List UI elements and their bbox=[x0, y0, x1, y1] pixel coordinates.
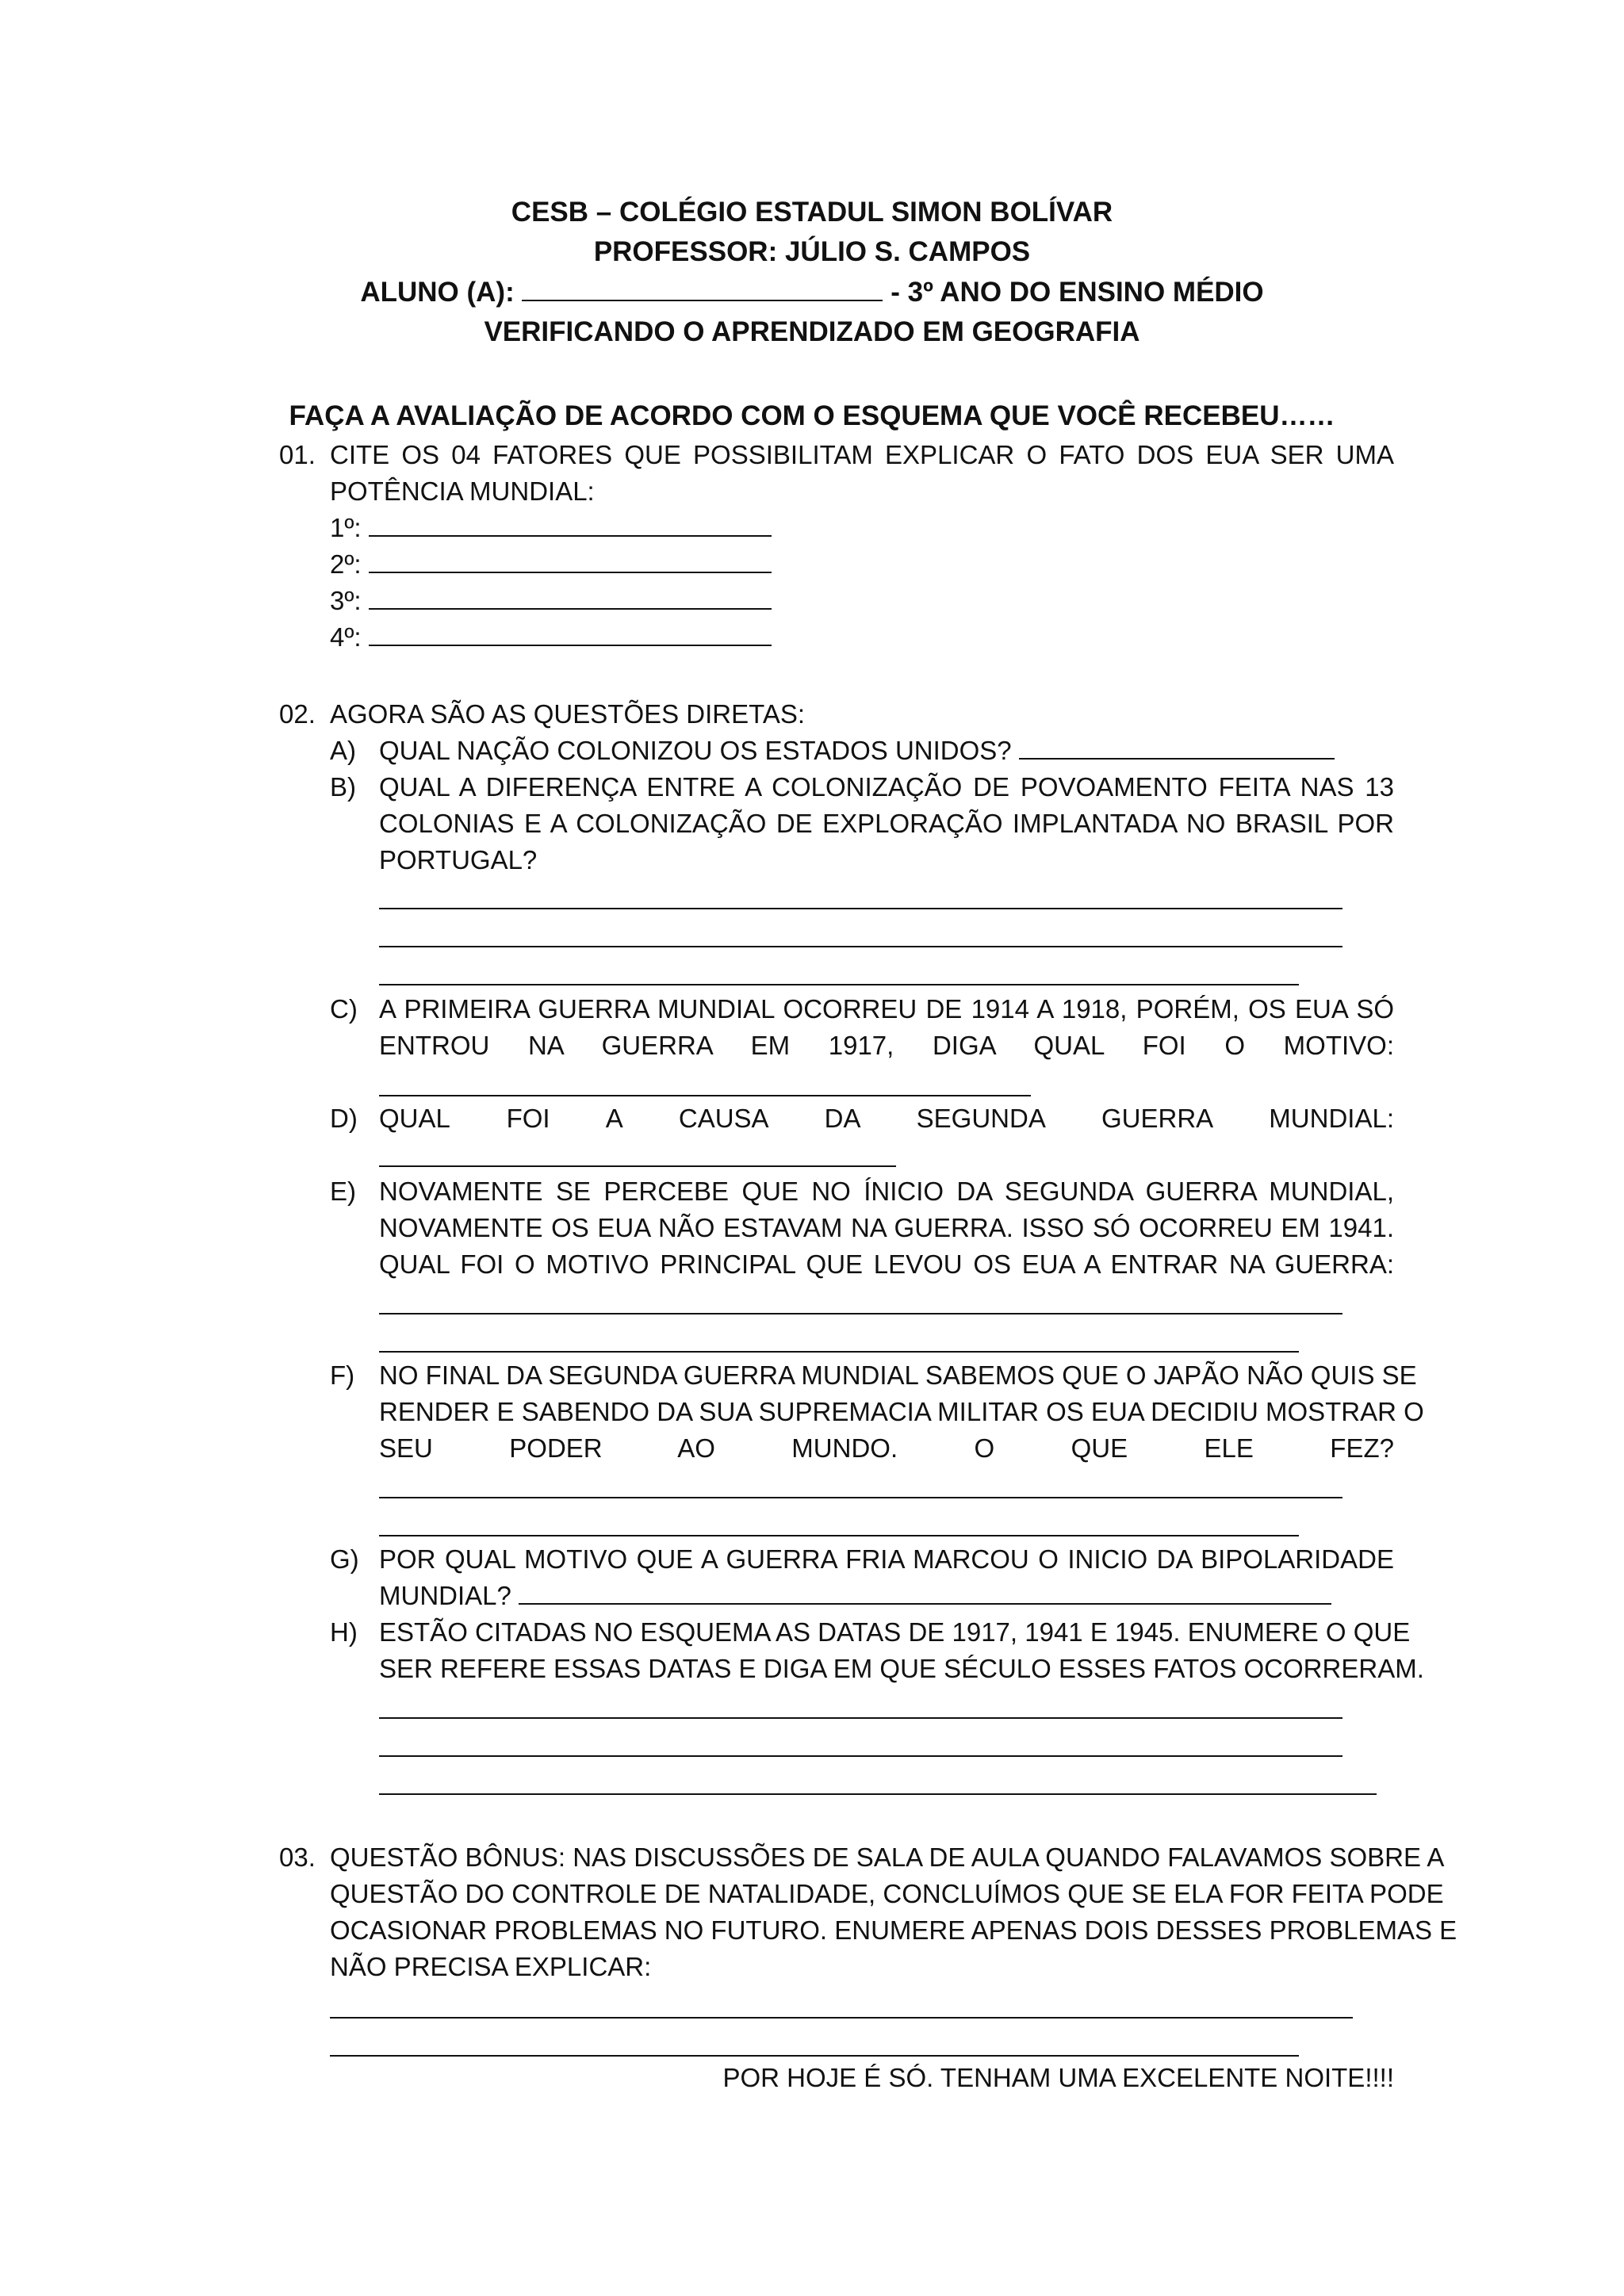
q2b-letter: B) bbox=[330, 772, 356, 802]
q1-answer-4-blank[interactable] bbox=[369, 619, 772, 646]
q1-item-label: 3º: bbox=[330, 586, 362, 615]
q2d-text-line1: QUAL FOI A CAUSA DA SEGUNDA GUERRA MUNDIAL: bbox=[379, 1104, 1394, 1133]
q2g-text-line1: POR QUAL MOTIVO QUE A GUERRA FRIA MARCOU O INICIO DA BIPOLARIDADE bbox=[379, 1544, 1394, 1574]
student-name-blank[interactable] bbox=[522, 274, 883, 301]
q1-answer-3 bbox=[330, 583, 772, 619]
q1-answer-2-blank[interactable] bbox=[369, 546, 772, 573]
q2f-text-line2: RENDER E SABENDO DA SUA SUPREMACIA MILITAR OS EUA DECIDIU MOSTRAR O bbox=[379, 1397, 1424, 1426]
q2g-letter: G) bbox=[330, 1544, 359, 1574]
q3-text-line4: NÃO PRECISA EXPLICAR: bbox=[330, 1952, 652, 1981]
q2e-letter: E) bbox=[330, 1177, 356, 1206]
q2c-text-line2: ENTROU NA GUERRA EM 1917, DIGA QUAL FOI O MOTIVO: bbox=[379, 1031, 1394, 1060]
q2f-text-line1: NO FINAL DA SEGUNDA GUERRA MUNDIAL SABEMOS QUE O JAPÃO NÃO QUIS SE bbox=[379, 1360, 1417, 1390]
q2-intro: AGORA SÃO AS QUESTÕES DIRETAS: bbox=[330, 699, 806, 729]
student-label: ALUNO (A): bbox=[360, 277, 515, 308]
q2b-answer-line-2[interactable] bbox=[379, 946, 1342, 947]
q3-number: 03. bbox=[279, 1843, 316, 1872]
student-line bbox=[0, 273, 1624, 312]
q1-item-label: 2º: bbox=[330, 549, 362, 579]
q2b-answer-line-1[interactable] bbox=[379, 908, 1342, 909]
q3-text-line3: OCASIONAR PROBLEMAS NO FUTURO. ENUMERE APENAS DOIS DESSES PROBLEMAS E bbox=[330, 1915, 1457, 1945]
q1-number: 01. bbox=[279, 440, 316, 469]
q2b-answer-line-3[interactable] bbox=[379, 984, 1299, 985]
teacher-name: PROFESSOR: JÚLIO S. CAMPOS bbox=[593, 236, 1031, 267]
q2h-letter: H) bbox=[330, 1617, 358, 1647]
q2f-letter: F) bbox=[330, 1360, 355, 1390]
q2h-text-line2: SER REFERE ESSAS DATAS E DIGA EM QUE SÉCULO ESSES FATOS OCORRERAM. bbox=[379, 1654, 1424, 1683]
school-name: CESB – COLÉGIO ESTADUL SIMON BOLÍVAR bbox=[511, 197, 1113, 228]
q1-item-label: 4º: bbox=[330, 622, 362, 652]
q1-answer-3-blank[interactable] bbox=[369, 583, 772, 610]
q2g-answer-blank[interactable] bbox=[519, 1578, 1331, 1605]
q2h-answer-line-1[interactable] bbox=[379, 1717, 1342, 1719]
q2a-text bbox=[379, 733, 1335, 769]
q1-answer-1-blank[interactable] bbox=[369, 510, 772, 537]
q2b-text-line1: QUAL A DIFERENÇA ENTRE A COLONIZAÇÃO DE POVOAMENTO FEITA NAS 13 bbox=[379, 772, 1394, 802]
q3-text-line1: QUESTÃO BÔNUS: NAS DISCUSSÕES DE SALA DE AULA QUANDO FALAVAMOS SOBRE A bbox=[330, 1843, 1445, 1872]
q2h-answer-line-2[interactable] bbox=[379, 1755, 1342, 1757]
q2e-answer-line-2[interactable] bbox=[379, 1351, 1299, 1353]
grade-label: - 3º ANO DO ENSINO MÉDIO bbox=[891, 277, 1264, 308]
q2f-answer-line-2[interactable] bbox=[379, 1535, 1299, 1536]
q1-answer-4 bbox=[330, 619, 772, 656]
q2f-answer-line-1[interactable] bbox=[379, 1497, 1342, 1498]
page-title: VERIFICANDO O APRENDIZADO EM GEOGRAFIA bbox=[484, 316, 1140, 347]
q2a-letter: A) bbox=[330, 736, 356, 765]
q2h-text-line1: ESTÃO CITADAS NO ESQUEMA AS DATAS DE 1917, 1941 E 1945. ENUMERE O QUE bbox=[379, 1617, 1411, 1647]
q2a-answer-blank[interactable] bbox=[1019, 733, 1335, 760]
q2b-text-line2: COLONIAS E A COLONIZAÇÃO DE EXPLORAÇÃO IMPLANTADA NO BRASIL POR bbox=[379, 809, 1394, 838]
q2a-question: QUAL NAÇÃO COLONIZOU OS ESTADOS UNIDOS? bbox=[379, 736, 1012, 765]
q1-text-line2: POTÊNCIA MUNDIAL: bbox=[330, 476, 595, 506]
instruction: FAÇA A AVALIAÇÃO DE ACORDO COM O ESQUEMA QUE VOCÊ RECEBEU…… bbox=[289, 400, 1335, 431]
q2g-label: MUNDIAL? bbox=[379, 1581, 511, 1610]
q2h-answer-line-3[interactable] bbox=[379, 1793, 1377, 1795]
closing-message: POR HOJE É SÓ. TENHAM UMA EXCELENTE NOITE!!!! bbox=[722, 2063, 1394, 2092]
q2g-text-line2 bbox=[379, 1578, 1331, 1614]
q2e-text-line1: NOVAMENTE SE PERCEBE QUE NO ÍNICIO DA SEGUNDA GUERRA MUNDIAL, bbox=[379, 1177, 1394, 1206]
q2d-answer-line[interactable] bbox=[379, 1165, 896, 1167]
q3-answer-line-1[interactable] bbox=[330, 2017, 1353, 2019]
q2e-answer-line-1[interactable] bbox=[379, 1313, 1342, 1314]
q1-answer-1 bbox=[330, 510, 772, 546]
q2c-letter: C) bbox=[330, 994, 358, 1024]
q1-item-label: 1º: bbox=[330, 513, 362, 542]
q2e-text-line3: QUAL FOI O MOTIVO PRINCIPAL QUE LEVOU OS EUA A ENTRAR NA GUERRA: bbox=[379, 1249, 1394, 1279]
q2c-answer-line[interactable] bbox=[379, 1095, 1031, 1096]
q2f-text-line3: SEU PODER AO MUNDO. O QUE ELE FEZ? bbox=[379, 1433, 1394, 1463]
q2e-text-line2: NOVAMENTE OS EUA NÃO ESTAVAM NA GUERRA. ISSO SÓ OCORREU EM 1941. bbox=[379, 1213, 1394, 1242]
q2d-letter: D) bbox=[330, 1104, 358, 1133]
q1-answer-2 bbox=[330, 546, 772, 583]
q2-number: 02. bbox=[279, 699, 316, 729]
q2c-text-line1: A PRIMEIRA GUERRA MUNDIAL OCORREU DE 1914 A 1918, PORÉM, OS EUA SÓ bbox=[379, 994, 1394, 1024]
q3-text-line2: QUESTÃO DO CONTROLE DE NATALIDADE, CONCLUÍMOS QUE SE ELA FOR FEITA PODE bbox=[330, 1879, 1444, 1908]
q3-answer-line-2[interactable] bbox=[330, 2055, 1299, 2057]
q2b-text-line3: PORTUGAL? bbox=[379, 845, 538, 874]
q1-text-line1: CITE OS 04 FATORES QUE POSSIBILITAM EXPLICAR O FATO DOS EUA SER UMA bbox=[330, 440, 1394, 469]
